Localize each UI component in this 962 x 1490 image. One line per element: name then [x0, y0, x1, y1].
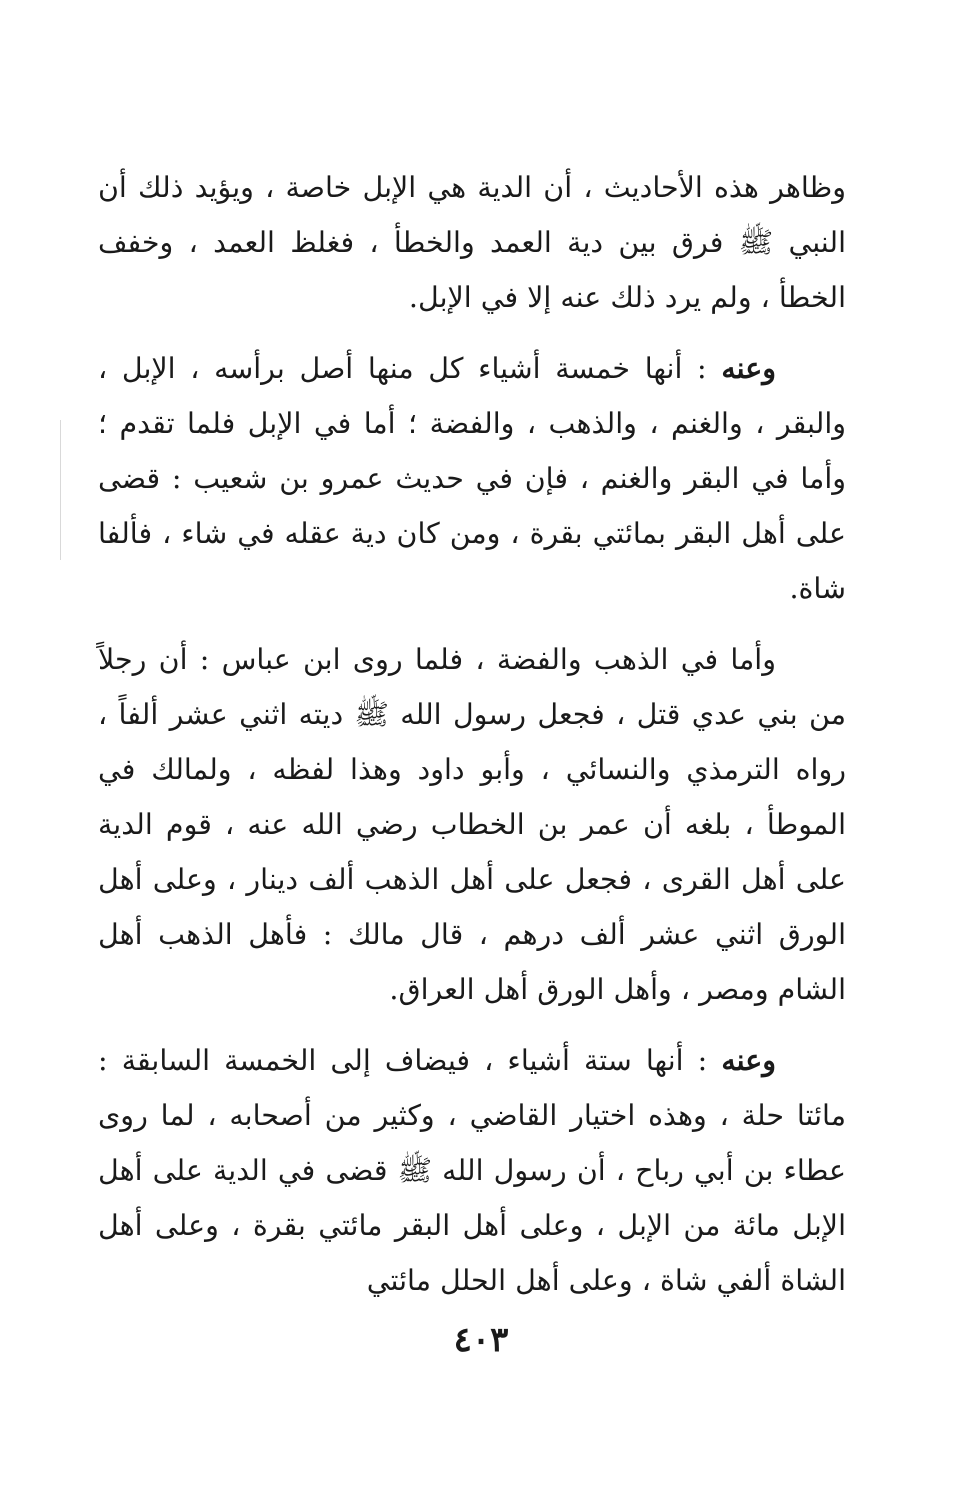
paragraph-lead: وعنه: [721, 1043, 776, 1077]
paragraph-lead: وعنه: [721, 351, 776, 385]
paragraph-text: : أنها ستة أشياء ، فيضاف إلى الخمسة السابقة : مائتا حلة ، وهذه اختيار القاضي ، وكثير من أصحابه ، لما روى عطاء بن أبي رباح ، أن رسول الله ﷺ قضى في الدية على أهل الإبل مائة من الإبل ، وعلى أهل البقر مائتي بقرة ، وعلى أهل الشاة ألفي شاة ، وعلى أهل الحلل مائتي: [98, 1044, 846, 1297]
page-number: ٤٠٣: [453, 1320, 509, 1360]
paragraph-1: [98, 160, 846, 325]
paragraph-text: : أنها خمسة أشياء كل منها أصل برأسه ، الإبل ، والبقر ، والغنم ، والذهب ، والفضة ؛ أما في الإبل فلما تقدم ؛ وأما في البقر والغنم ، فإن في حديث عمرو بن شعيب : قضى على أهل البقر بمائتي بقرة ، ومن كان دية عقله في شاء ، فألفا شاة.: [98, 352, 846, 605]
paragraph-4: [98, 1033, 846, 1308]
paragraph-text: وأما في الذهب والفضة ، فلما روى ابن عباس : أن رجلاً من بني عدي قتل ، فجعل رسول الله ﷺ ديته اثني عشر ألفاً ، رواه الترمذي والنسائي ، وأبو داود وهذا لفظه ، ولمالك في الموطأ ، بلغه أن عمر بن الخطاب رضي الله عنه ، قوم الدية على أهل القرى ، فجعل على أهل الذهب ألف دينار ، وعلى أهل الورق اثني عشر ألف درهم ، قال مالك : فأهل الذهب أهل الشام ومصر ، وأهل الورق أهل العراق.: [98, 643, 846, 1006]
page-body: [98, 160, 846, 1324]
margin-rule: [60, 420, 61, 560]
paragraph-3: [98, 632, 846, 1017]
paragraph-text: وظاهر هذه الأحاديث ، أن الدية هي الإبل خاصة ، ويؤيد ذلك أن النبي ﷺ فرق بين دية العمد والخطأ ، فغلظ العمد ، وخفف الخطأ ، ولم يرد ذلك عنه إلا في الإبل.: [98, 171, 846, 314]
paragraph-2: [98, 341, 846, 616]
